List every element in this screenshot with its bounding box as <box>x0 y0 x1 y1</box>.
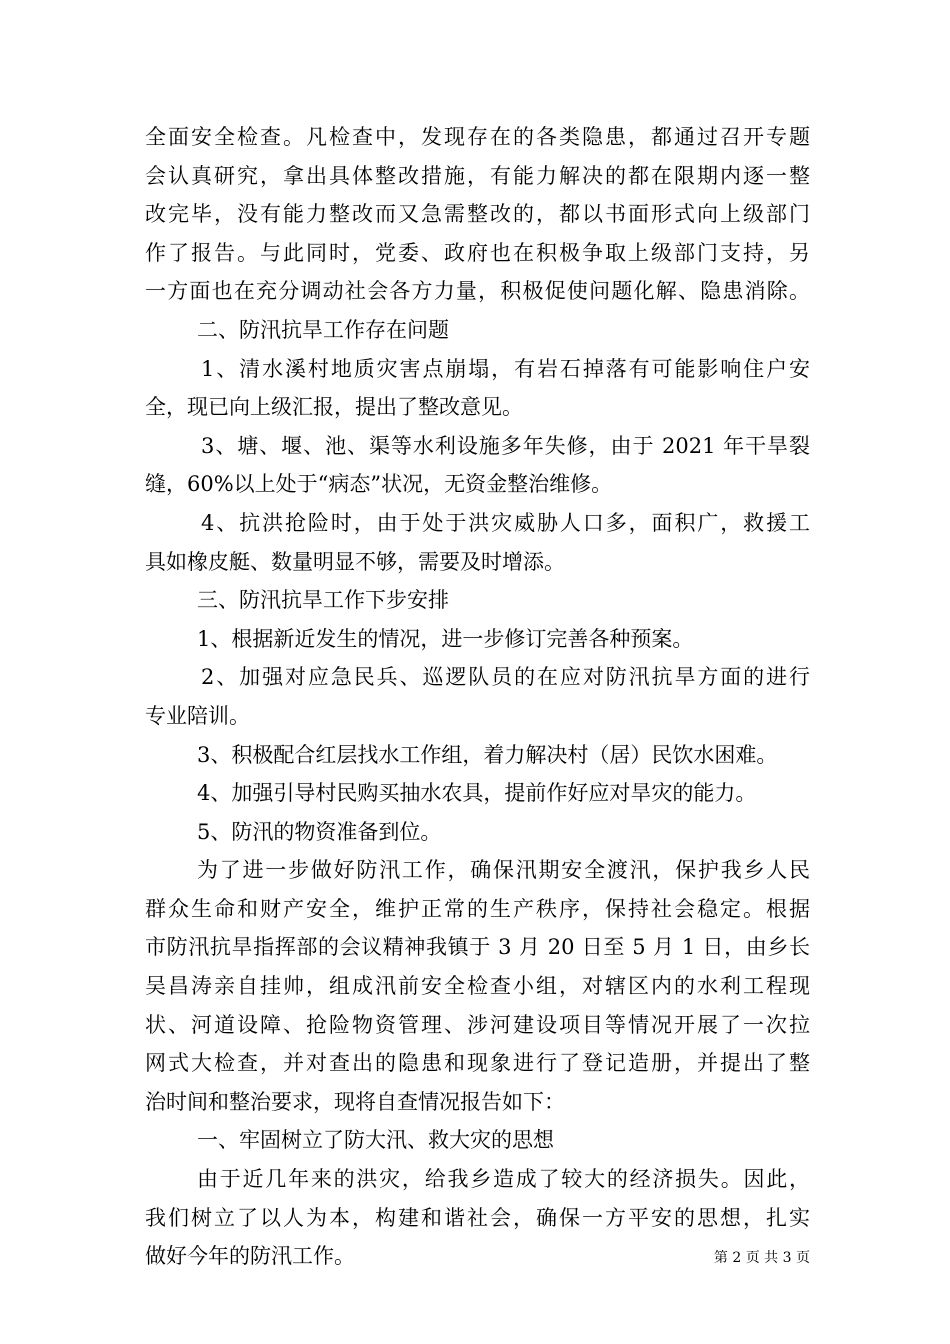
text-line: 网式大检查，并对查出的隐患和现象进行了登记造册，并提出了整 <box>145 1051 810 1076</box>
text-line: 由于近几年来的洪灾，给我乡造成了较大的经济损失。因此， <box>197 1167 810 1192</box>
text-line: 作了报告。与此同时，党委、政府也在积极争取上级部门支持，另 <box>145 240 810 265</box>
text-line: 2、加强对应急民兵、巡逻队员的在应对防汛抗旱方面的进行 <box>201 665 810 690</box>
text-line: 缝，60%以上处于“病态”状况，无资金整治维修。 <box>145 472 613 497</box>
text-line: 1、根据新近发生的情况，进一步修订完善各种预案。 <box>197 626 694 651</box>
document-body <box>145 118 810 1276</box>
text-line: 市防汛抗旱指挥部的会议精神我镇于 3 月 20 日至 5 月 1 日，由乡长 <box>145 935 810 960</box>
text-line: 3、积极配合红层找水工作组，着力解决村（居）民饮水困难。 <box>197 742 778 767</box>
text-line: 具如橡皮艇、数量明显不够，需要及时增添。 <box>145 549 565 574</box>
section-heading: 二、防汛抗旱工作存在问题 <box>197 317 449 342</box>
text-line: 专业陪训。 <box>145 703 250 728</box>
text-line: 1、清水溪村地质灾害点崩塌，有岩石掉落有可能影响住户安 <box>201 356 810 381</box>
section-heading: 一、牢固树立了防大汛、救大灾的思想 <box>197 1128 554 1153</box>
text-line: 全面安全检查。凡检查中，发现存在的各类隐患，都通过召开专题 <box>145 125 810 149</box>
text-line: 会认真研究，拿出具体整改措施，有能力解决的都在限期内逐一整 <box>145 163 810 188</box>
text-line: 状、河道设障、抢险物资管理、涉河建设项目等情况开展了一次拉 <box>145 1012 810 1037</box>
text-line: 4、加强引导村民购买抽水农具，提前作好应对旱灾的能力。 <box>197 781 757 806</box>
text-line: 吴昌涛亲自挂帅，组成汛前安全检查小组，对辖区内的水利工程现 <box>145 974 810 999</box>
page-number: 第 2 页 共 3 页 <box>713 1250 810 1266</box>
text-line: 做好今年的防汛工作。 <box>145 1244 355 1269</box>
section-heading: 三、防汛抗旱工作下步安排 <box>197 588 449 613</box>
text-line: 5、防汛的物资准备到位。 <box>197 819 442 844</box>
text-line: 为了进一步做好防汛工作，确保汛期安全渡汛，保护我乡人民 <box>197 858 810 883</box>
text-line: 我们树立了以人为本，构建和谐社会，确保一方平安的思想，扎实 <box>145 1205 810 1230</box>
text-line: 治时间和整治要求，现将自查情况报告如下： <box>145 1089 565 1114</box>
text-line: 一方面也在充分调动社会各方力量，积极促使问题化解、隐患消除。 <box>145 279 810 304</box>
text-line: 全，现已向上级汇报，提出了整改意见。 <box>145 395 523 420</box>
text-line: 群众生命和财产安全，维护正常的生产秩序，保持社会稳定。根据 <box>145 896 810 921</box>
text-line: 3、塘、堰、池、渠等水利设施多年失修，由于 2021 年干旱裂 <box>201 433 810 458</box>
text-line: 改完毕，没有能力整改而又急需整改的，都以书面形式向上级部门 <box>145 202 810 227</box>
text-line: 4、抗洪抢险时，由于处于洪灾威胁人口多，面积广，救援工 <box>201 510 810 535</box>
